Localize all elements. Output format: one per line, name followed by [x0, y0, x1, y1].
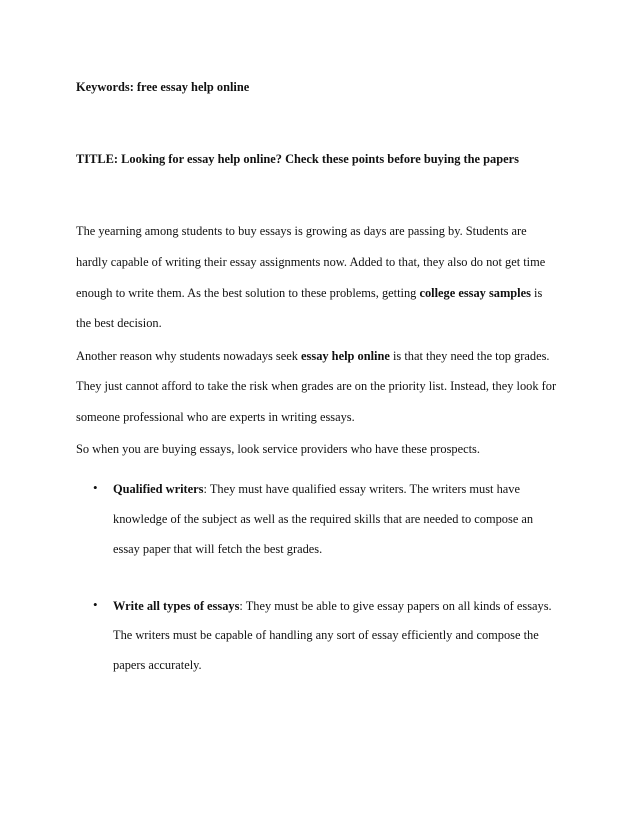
bullet-2-line-1 — [113, 598, 552, 614]
paragraph-2-line-1-post: is that they need the top grades. — [389, 349, 550, 363]
keywords-label: Keywords: — [76, 80, 134, 94]
paragraph-1-line-1: The yearning among students to buy essays is growing as days are passing by. Students are — [76, 224, 527, 238]
keyword-college-essay-samples: college essay samples — [419, 286, 531, 300]
bullet-1-line-1 — [113, 481, 520, 497]
paragraph-1-line-2: hardly capable of writing their essay assignments now. Added to that, they also do not get time — [76, 255, 546, 269]
paragraph-1-line-3-post: is — [530, 286, 543, 300]
bullet-1-line-3: essay paper that will fetch the best grades. — [113, 542, 323, 556]
keywords-line — [76, 79, 249, 95]
bullet-2-heading: Write all types of essays — [113, 599, 240, 613]
paragraph-1-line-4: the best decision. — [76, 316, 162, 330]
bullet-2-line-2: The writers must be capable of handling any sort of essay efficiently and compose the — [113, 628, 539, 642]
paragraph-2-line-2: They just cannot afford to take the risk when grades are on the priority list. Instead, they look for — [76, 379, 557, 393]
bullet-dot-icon: • — [93, 597, 98, 612]
paragraph-2-line-1 — [76, 348, 550, 364]
paragraph-1-line-3-pre: enough to write them. As the best solution to these problems, getting — [76, 286, 420, 300]
document-title: TITLE: Looking for essay help online? Check these points before buying the papers — [76, 152, 519, 166]
bullet-1-heading: Qualified writers — [113, 482, 204, 496]
bullet-2-line-3: papers accurately. — [113, 658, 202, 672]
paragraph-2-line-1-pre: Another reason why students nowadays seek — [76, 349, 302, 363]
bullet-dot-icon: • — [93, 480, 98, 495]
paragraph-3-line-1: So when you are buying essays, look service providers who have these prospects. — [76, 442, 480, 456]
bullet-2-line-1-rest: : They must be able to give essay papers on all kinds of essays. — [239, 599, 552, 613]
keyword-essay-help-online: essay help online — [301, 349, 390, 363]
paragraph-2-line-3: someone professional who are experts in writing essays. — [76, 410, 355, 424]
paragraph-1-line-3 — [76, 285, 542, 301]
keywords-text: free essay help online — [133, 80, 250, 94]
bullet-1-line-1-rest: : They must have qualified essay writers. The writers must have — [203, 482, 520, 496]
bullet-1-line-2: knowledge of the subject as well as the required skills that are needed to compose an — [113, 512, 534, 526]
